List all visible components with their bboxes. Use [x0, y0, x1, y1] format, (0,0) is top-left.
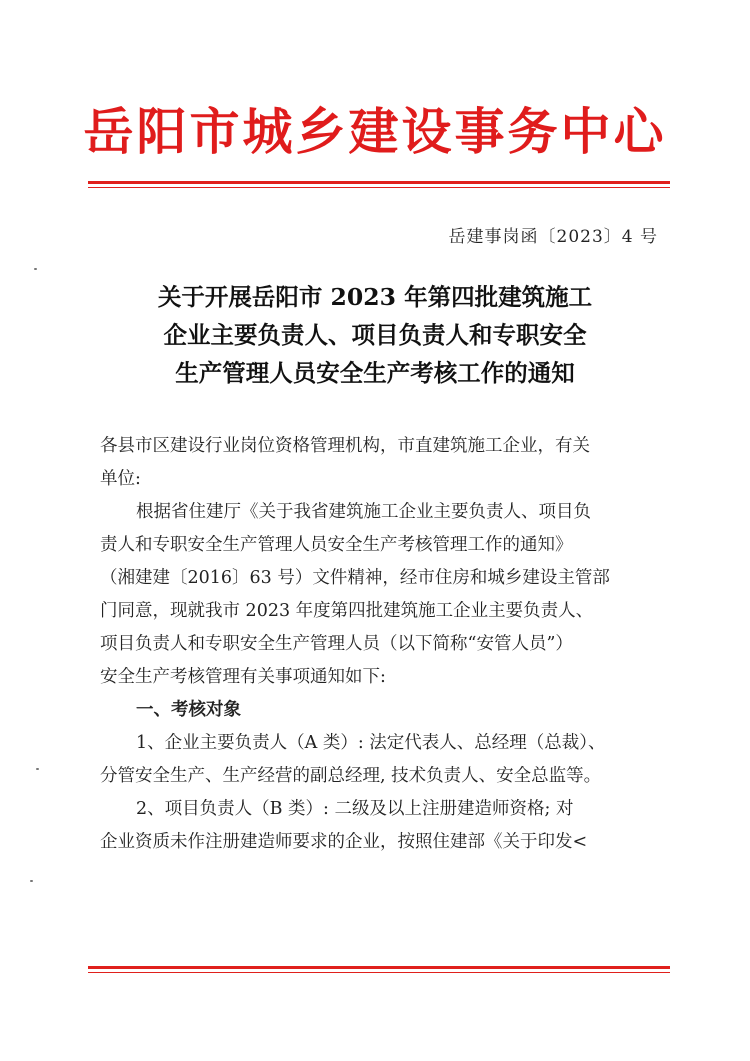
- title-line-3: 生产管理人员安全生产考核工作的通知: [175, 359, 575, 387]
- issuing-organization-header: 岳阳市城乡建设事务中心: [83, 102, 667, 161]
- document-title: [0, 278, 750, 392]
- document-body: [100, 430, 660, 859]
- body-line: 项目负责人和专职安全生产管理人员（以下简称“安管人员”）: [100, 634, 573, 654]
- title-line-2: 企业主要负责人、项目负责人和专职安全: [163, 321, 587, 349]
- body-line: 各县市区建设行业岗位资格管理机构，市直建筑施工企业，有关: [100, 436, 590, 456]
- body-line: 门同意，现就我市 2023 年度第四批建筑施工企业主要负责人、: [100, 601, 594, 621]
- footer-rule-thin: [88, 972, 670, 973]
- scan-speck: [30, 880, 33, 882]
- header-rule-thin: [88, 187, 670, 188]
- scan-speck: [36, 768, 39, 770]
- body-line: （湘建建〔2016〕63 号）文件精神，经市住房和城乡建设主管部: [100, 568, 610, 588]
- body-line: 2、项目负责人（B 类）: 二级及以上注册建造师资格; 对: [136, 799, 574, 819]
- body-line: 1、企业主要负责人（A 类）: 法定代表人、总经理（总裁）、: [136, 733, 606, 753]
- body-line: 单位:: [100, 469, 141, 489]
- body-line: 企业资质未作注册建造师要求的企业，按照住建部《关于印发<: [100, 832, 588, 852]
- body-line: 安全生产考核管理有关事项通知如下:: [100, 667, 386, 687]
- document-number: 岳建事岗函〔2023〕4 号: [448, 227, 658, 247]
- body-line: 根据省住建厅《关于我省建筑施工企业主要负责人、项目负: [136, 502, 591, 522]
- header-rule-thick: [88, 181, 670, 184]
- body-line: 责人和专职安全生产管理人员安全生产考核管理工作的通知》: [100, 535, 573, 555]
- body-line: 分管安全生产、生产经营的副总经理, 技术负责人、安全总监等。: [100, 766, 602, 786]
- title-line-1: 关于开展岳阳市 2023 年第四批建筑施工: [157, 283, 593, 311]
- section-heading: 一、考核对象: [136, 700, 241, 720]
- scan-speck: [34, 268, 37, 270]
- footer-rule-thick: [88, 966, 670, 969]
